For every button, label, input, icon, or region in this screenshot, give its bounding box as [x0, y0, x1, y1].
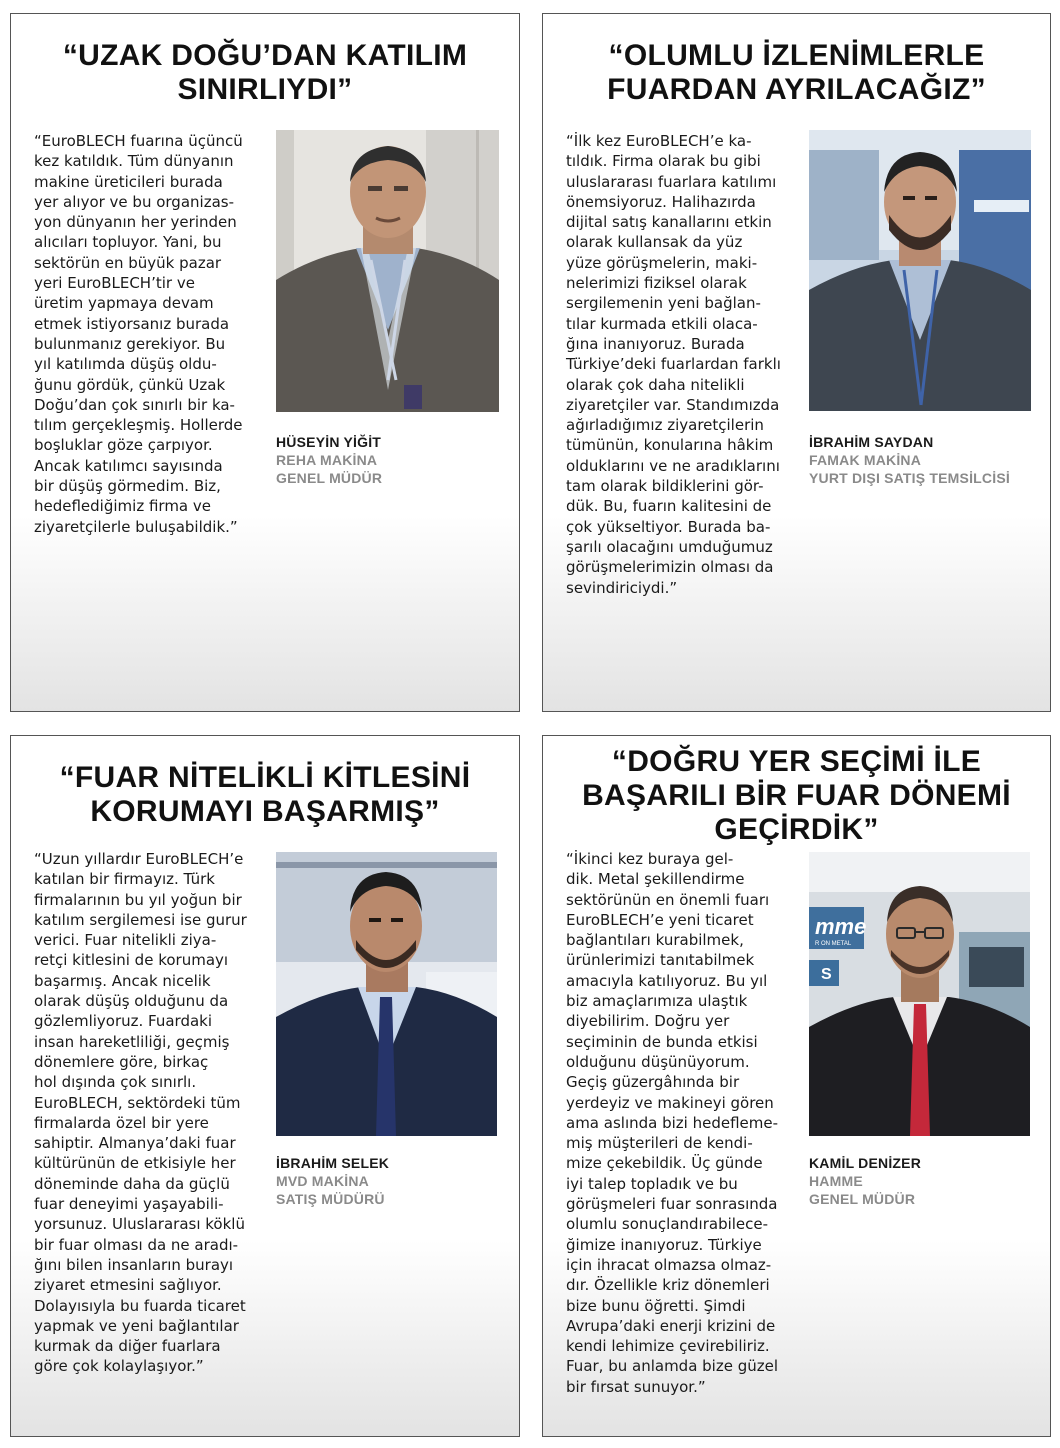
hamme-sign-text: mme [815, 914, 867, 939]
quote-line: dönemlere göre, birkaç [34, 1052, 209, 1071]
quote-line: ürünlerimizi tanıtabilmek [566, 951, 755, 970]
quote-line: Doğu’dan çok sınırlı bir ka- [34, 395, 235, 414]
quote-line: bağlantıları kurabilmek, [566, 931, 744, 950]
quote-line: seçiminin de bunda etkisi [566, 1032, 758, 1051]
company-name: MVD MAKİNA [276, 1173, 369, 1189]
quote-line: katılan bir firmayız. Türk [34, 870, 215, 889]
quote-line: Dolayısıyla bu fuarda ticaret [34, 1296, 246, 1315]
quote-line: sergilemenin yeni bağlan- [566, 294, 761, 313]
quote-line: verici. Fuar nitelikli ziya- [34, 931, 217, 950]
quote-line: kurmak da diğer fuarlara [34, 1337, 221, 1356]
company-name: HAMME [809, 1173, 863, 1189]
quote-line: ziyaretçilerle buluşabildik.” [34, 517, 238, 536]
quote-line: görüşmeleri fuar sonrasında [566, 1195, 778, 1214]
portrait-photo [809, 852, 1030, 1136]
quote-line: olduklarını ve ne aradıklarını [566, 456, 780, 475]
quote-line: dük. Bu, fuarın kalitesini de [566, 497, 772, 516]
quote-line: Ancak katılımcı sayısında [34, 456, 223, 475]
quote-line: dijital satış kanallarını etkin [566, 213, 772, 232]
quote-line: yapmak ve yeni bağlantılar [34, 1316, 239, 1335]
quote-line: ziyaretçiler var. Standımızda [566, 395, 780, 414]
quote-line: kültürünün de etkisiyle her [34, 1154, 236, 1173]
quote-line: Geçiş güzergâhında bir [566, 1073, 740, 1092]
quote-text [566, 849, 778, 1397]
quote-line: başarmış. Ancak nicelik [34, 971, 211, 990]
quote-line: boşluklar göze çarpıyor. [34, 436, 213, 455]
quote-line: kendi lehimize çevirebiliriz. [566, 1337, 770, 1356]
title-line: BAŞARILI BİR FUAR DÖNEMİ [582, 779, 1011, 812]
quote-line: iyi talep topladık ve bu [566, 1174, 738, 1193]
quote-line: “EuroBLECH fuarına üçüncü [34, 132, 243, 150]
quote-line: etmek istiyorsanız burada [34, 314, 230, 333]
portrait-photo [276, 130, 499, 412]
title-line: “DOĞRU YER SEÇİMİ İLE [611, 745, 982, 778]
quote-line: tam olarak bildiklerini gör- [566, 477, 764, 496]
job-title: YURT DIŞI SATIŞ TEMSİLCİSİ [809, 470, 1010, 486]
person-name: KAMİL DENİZER [809, 1155, 922, 1171]
quote-line: çok yükseltiyor. Burada ba- [566, 517, 771, 536]
quote-line: ağırladığımız ziyaretçilerin [566, 416, 764, 435]
quote-line: görüşmelerimizin olması da [566, 558, 774, 577]
quote-line: ğimize inanıyoruz. Türkiye [566, 1235, 762, 1254]
quote-line: diyebilirim. Doğru yer [566, 1012, 730, 1031]
job-title: GENEL MÜDÜR [276, 470, 383, 486]
person-caption [809, 1154, 921, 1208]
title-line: “FUAR NİTELİKLİ KİTLESİNİ [59, 761, 471, 794]
card-title [543, 39, 1050, 107]
portrait-photo [809, 130, 1031, 411]
quote-line: yer alıyor ve bu organizas- [34, 192, 234, 211]
quote-line: yorsunuz. Uluslararası köklü [34, 1215, 245, 1234]
quote-line: bir fırsat sunuyor.” [566, 1377, 706, 1396]
person-name: İBRAHİM SAYDAN [809, 434, 934, 450]
quote-line: nelerimizi fiziksel olarak [566, 274, 747, 293]
company-name: REHA MAKİNA [276, 452, 378, 468]
quote-line: EuroBLECH, sektördeki tüm [34, 1093, 241, 1112]
card-title [543, 745, 1050, 847]
interview-card-3 [10, 735, 520, 1437]
quote-line: “İkinci kez buraya gel- [566, 850, 734, 868]
quote-line: bize bunu öğretti. Şimdi [566, 1296, 746, 1315]
title-line: KORUMAYI BAŞARMIŞ” [90, 795, 440, 828]
quote-line: katılım sergilemesi ise gurur [34, 910, 247, 929]
quote-line: için ihracat olmazsa olmaz- [566, 1255, 772, 1274]
quote-line: ziyaret etmesini sağlıyor. [34, 1276, 222, 1295]
quote-line: ğını bilen insanların burayı [34, 1255, 234, 1274]
quote-text [566, 131, 781, 598]
quote-line: yon dünyanın her yerinden [34, 213, 237, 232]
quote-line: üretim yapmaya devam [34, 294, 214, 313]
quote-line: şarılı olacağını umduğumuz [566, 537, 773, 556]
quote-line: sahiptir. Almanya’daki fuar [34, 1134, 236, 1153]
quote-line: Fuar, bu anlamda bize güzel [566, 1357, 779, 1376]
person-caption [809, 433, 1010, 487]
quote-line: ğunu gördük, çünkü Uzak [34, 375, 226, 394]
quote-line: tılım gerçekleşmiş. Hollerde [34, 416, 243, 435]
quote-line: göre çok kolaylaşıyor.” [34, 1357, 204, 1376]
interview-card-1 [10, 13, 520, 712]
job-title: GENEL MÜDÜR [809, 1191, 916, 1207]
title-line: “UZAK DOĞU’DAN KATILIM [62, 39, 468, 72]
quote-line: ama aslında bizi hedefleme- [566, 1113, 779, 1132]
quote-line: kez katıldık. Tüm dünyanın [34, 152, 234, 171]
person-caption [276, 433, 382, 487]
quote-line: hedeflediğimiz firma ve [34, 497, 211, 516]
quote-line: uluslararası fuarlara katılımı [566, 172, 777, 191]
quote-line: makine üreticileri burada [34, 172, 223, 191]
quote-line: EuroBLECH’e yeni ticaret [566, 910, 754, 929]
quote-line: alıcıları topluyor. Yani, bu [34, 233, 222, 252]
quote-line: yerdeyiz ve makineyi gören [566, 1093, 774, 1112]
quote-line: fuar deneyimi yaşayabili- [34, 1195, 224, 1214]
quote-line: bir fuar olması da ne aradı- [34, 1235, 239, 1254]
quote-line: firmalarının bu yıl yoğun bir [34, 890, 242, 909]
quote-line: bulunmanız gerekiyor. Bu [34, 334, 226, 353]
quote-line: sektörünün en önemli fuarı [566, 890, 770, 909]
quote-text [34, 849, 247, 1377]
quote-line: yıl katılımda düşüş oldu- [34, 355, 217, 374]
person-name: HÜSEYİN YİĞİT [276, 434, 382, 450]
title-line: GEÇİRDİK” [714, 813, 879, 846]
quote-line: döneminde daha da güçlü [34, 1174, 230, 1193]
quote-line: önemsiyoruz. Halihazırda [566, 192, 756, 211]
card-title [11, 39, 519, 107]
quote-line: retçi kitlesini de korumayı [34, 951, 229, 970]
quote-line: yeri EuroBLECH’tir ve [34, 274, 195, 293]
title-line: SINIRLIYDI” [177, 73, 353, 106]
quote-line: hol dışında çok sınırlı. [34, 1073, 197, 1092]
quote-line: miş müşterileri de kendi- [566, 1134, 753, 1153]
interview-card-4 [542, 735, 1051, 1437]
hamme-s-text: S [821, 966, 832, 983]
card-title [11, 761, 519, 829]
interview-card-2 [542, 13, 1051, 712]
person-name: İBRAHİM SELEK [276, 1155, 390, 1171]
quote-line: firmalarda özel bir yere [34, 1113, 209, 1132]
quote-line: sevindiriciydi.” [566, 578, 678, 597]
quote-line: insan hareketliliği, geçmiş [34, 1032, 230, 1051]
quote-line: Avrupa’daki enerji krizini de [566, 1316, 776, 1335]
quote-line: mize çekebildik. Üç günde [566, 1154, 763, 1173]
quote-line: yüze görüşmelerin, maki- [566, 253, 758, 272]
quote-line: sektörün en büyük pazar [34, 253, 222, 272]
portrait-photo [276, 852, 497, 1136]
quote-line: bir düşüş görmedim. Biz, [34, 477, 221, 496]
quote-line: olarak kullansak da yüz [566, 233, 743, 252]
title-line: “OLUMLU İZLENİMLERLE [608, 39, 985, 72]
quote-line: “İlk kez EuroBLECH’e ka- [566, 132, 752, 150]
quote-line: tıldık. Firma olarak bu gibi [566, 152, 761, 171]
quote-line: biz amaçlarımıza ulaştık [566, 992, 748, 1011]
job-title: SATIŞ MÜDÜRÜ [276, 1191, 385, 1207]
quote-line: olumlu sonuçlandırabilece- [566, 1215, 769, 1234]
company-name: FAMAK MAKİNA [809, 452, 922, 468]
quote-line: olarak çok daha nitelikli [566, 375, 745, 394]
title-line: FUARDAN AYRILACAĞIZ” [607, 73, 986, 106]
quote-line: Türkiye’deki fuarlardan farklı [566, 355, 781, 374]
quote-line: ğına inanıyoruz. Burada [566, 334, 745, 353]
quote-line: olarak düşüş olduğunu da [34, 992, 229, 1011]
quote-line: tılar kurmada etkili olaca- [566, 314, 758, 333]
quote-line: dik. Metal şekillendirme [566, 870, 745, 889]
quote-line: gözlemliyoruz. Fuardaki [34, 1012, 213, 1031]
quote-text [34, 131, 243, 537]
quote-line: dır. Özellikle kriz dönemleri [566, 1276, 770, 1295]
person-caption [276, 1154, 389, 1208]
quote-line: tümünün, konularına hâkim [566, 436, 774, 455]
hamme-sign-subtext: R ON METAL [815, 941, 852, 947]
quote-line: amacıyla katılıyoruz. Bu yıl [566, 971, 768, 990]
quote-line: “Uzun yıllardır EuroBLECH’e [34, 850, 244, 868]
quote-line: olduğunu düşünüyorum. [566, 1052, 750, 1071]
